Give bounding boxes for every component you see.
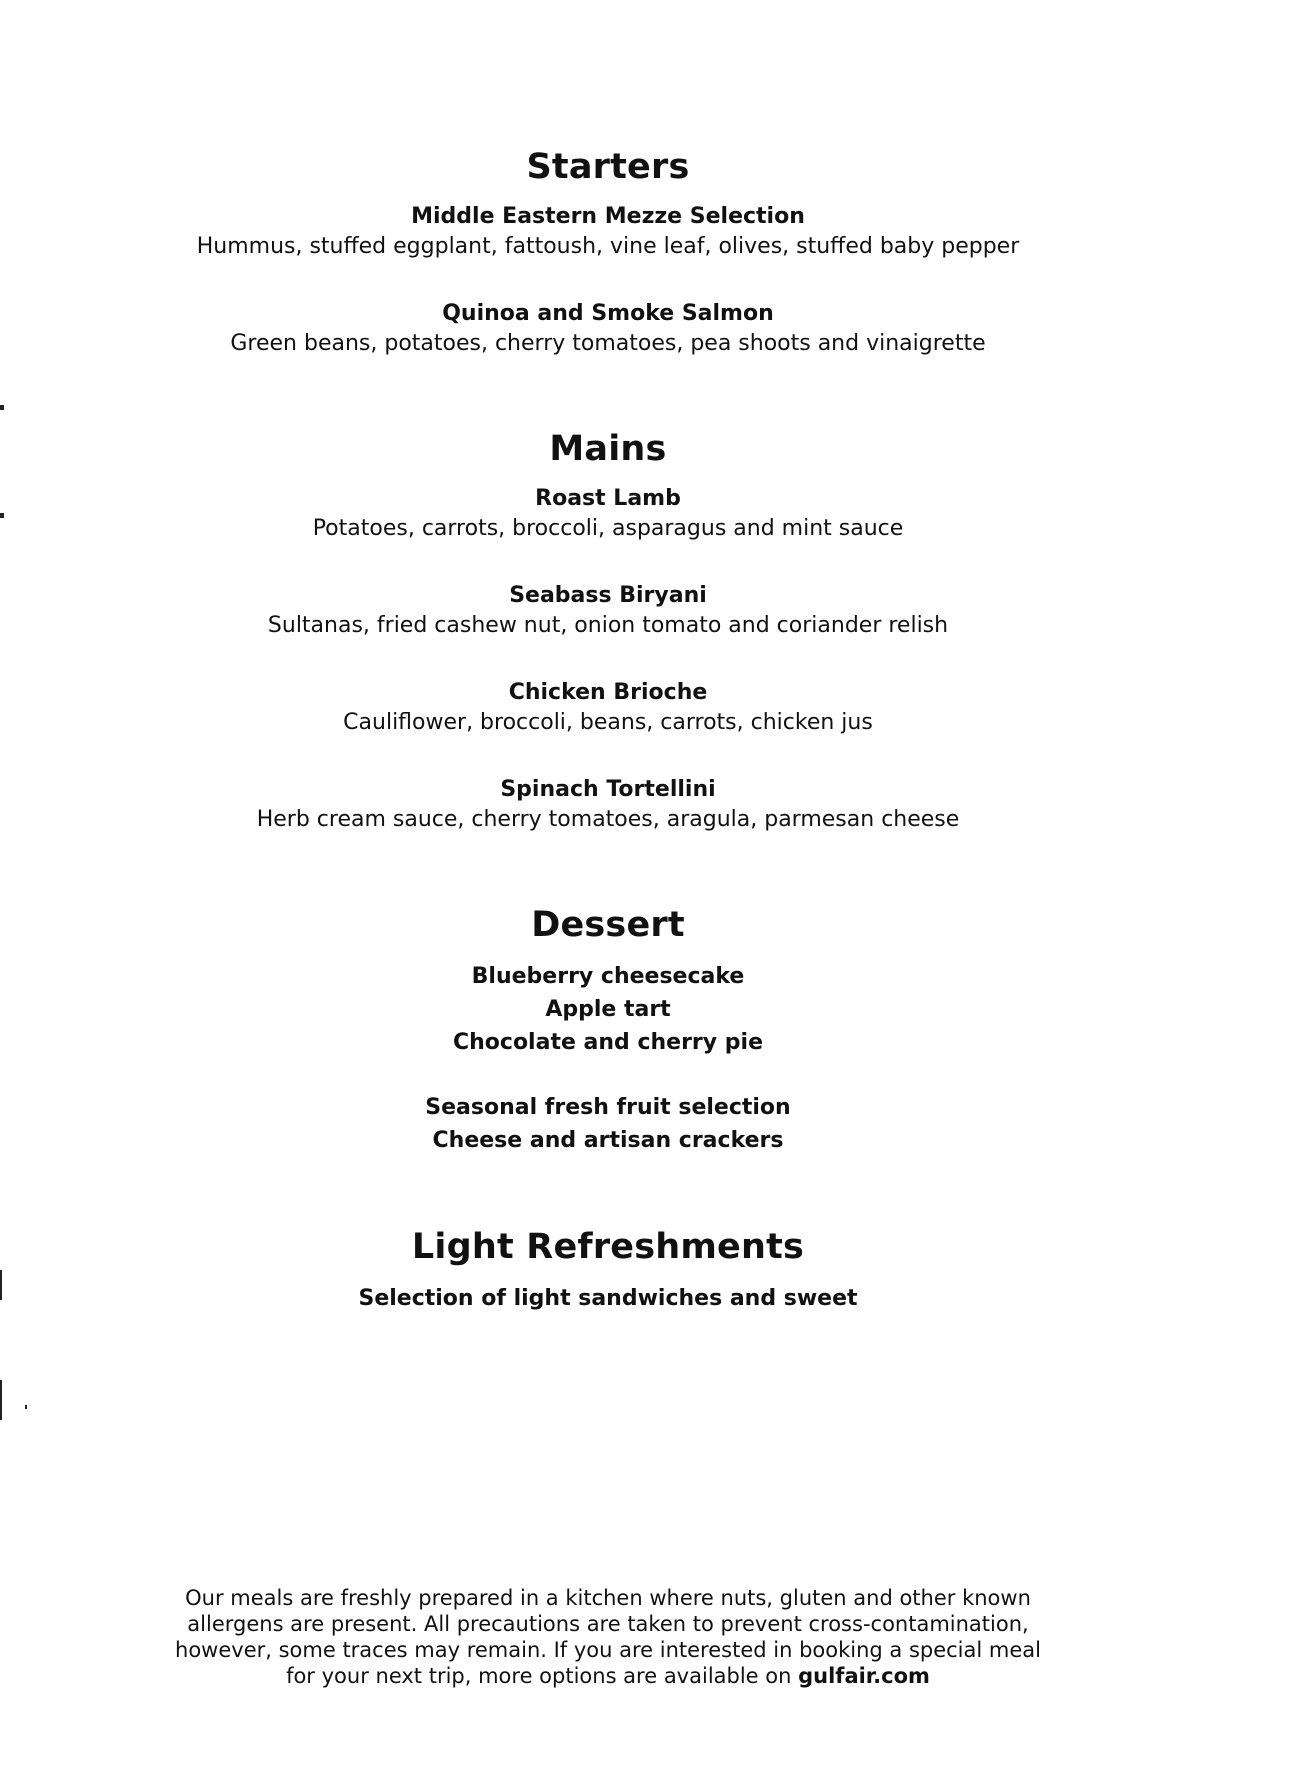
dish-name: Roast Lamb: [535, 486, 681, 511]
dish-item: [0, 484, 1216, 544]
dessert-section: [0, 903, 1216, 1157]
allergen-note-line: [0, 1663, 1216, 1689]
light-refreshments-section: [0, 1225, 1216, 1315]
menu-content: [0, 145, 1216, 1315]
section-title: Dessert: [531, 905, 685, 945]
dish-description: Sultanas, fried cashew nut, onion tomato and coriander relish: [267, 613, 949, 638]
dessert-item: Apple tart: [545, 997, 671, 1022]
dish-description: Potatoes, carrots, broccoli, asparagus and mint sauce: [312, 516, 904, 541]
dessert-item: Chocolate and cherry pie: [452, 1030, 763, 1055]
dish-description: Herb cream sauce, cherry tomatoes, aragula, parmesan cheese: [256, 807, 960, 832]
dessert-item: Cheese and artisan crackers: [432, 1128, 784, 1153]
dish-name: Chicken Brioche: [508, 680, 708, 705]
dish-item: [0, 202, 1216, 262]
dish-item: [0, 775, 1216, 835]
dessert-group: [0, 960, 1216, 1059]
dish-name: Spinach Tortellini: [500, 777, 716, 802]
allergen-note-line: Our meals are freshly prepared in a kitchen where nuts, gluten and other known: [185, 1586, 1031, 1610]
starters-items: [0, 202, 1216, 359]
dish-name: Middle Eastern Mezze Selection: [411, 204, 805, 229]
allergen-note-text: for your next trip, more options are available on: [286, 1664, 799, 1688]
dish-item: [0, 678, 1216, 738]
allergen-note: [0, 1585, 1216, 1689]
section-title: Mains: [549, 429, 667, 469]
dish-description: Cauliflower, broccoli, beans, carrots, chicken jus: [343, 710, 873, 735]
section-title: Light Refreshments: [411, 1227, 805, 1267]
dish-item: [0, 299, 1216, 359]
mains-items: [0, 484, 1216, 835]
dessert-group: [0, 1091, 1216, 1157]
allergen-note-line: however, some traces may remain. If you are interested in booking a special meal: [175, 1638, 1041, 1662]
dish-name: Quinoa and Smoke Salmon: [442, 301, 774, 326]
dish-item: [0, 581, 1216, 641]
website-link[interactable]: gulfair.com: [798, 1664, 930, 1688]
dessert-item: Blueberry cheesecake: [471, 964, 745, 989]
dessert-item: Seasonal fresh fruit selection: [425, 1095, 791, 1120]
dish-description: Green beans, potatoes, cherry tomatoes, pea shoots and vinaigrette: [230, 331, 986, 356]
mains-section: [0, 427, 1216, 835]
dish-description: Hummus, stuffed eggplant, fattoush, vine leaf, olives, stuffed baby pepper: [196, 234, 1020, 259]
section-title: Starters: [526, 147, 690, 187]
scan-mark: [25, 1405, 27, 1409]
starters-section: [0, 145, 1216, 359]
refreshment-item: Selection of light sandwiches and sweet: [358, 1286, 858, 1311]
allergen-note-line: allergens are present. All precautions are taken to prevent cross-contamination,: [187, 1612, 1029, 1636]
dish-name: Seabass Biryani: [509, 583, 707, 608]
light-refreshments-items: [0, 1282, 1216, 1315]
dessert-items: [0, 960, 1216, 1157]
scan-mark: [0, 1380, 2, 1420]
